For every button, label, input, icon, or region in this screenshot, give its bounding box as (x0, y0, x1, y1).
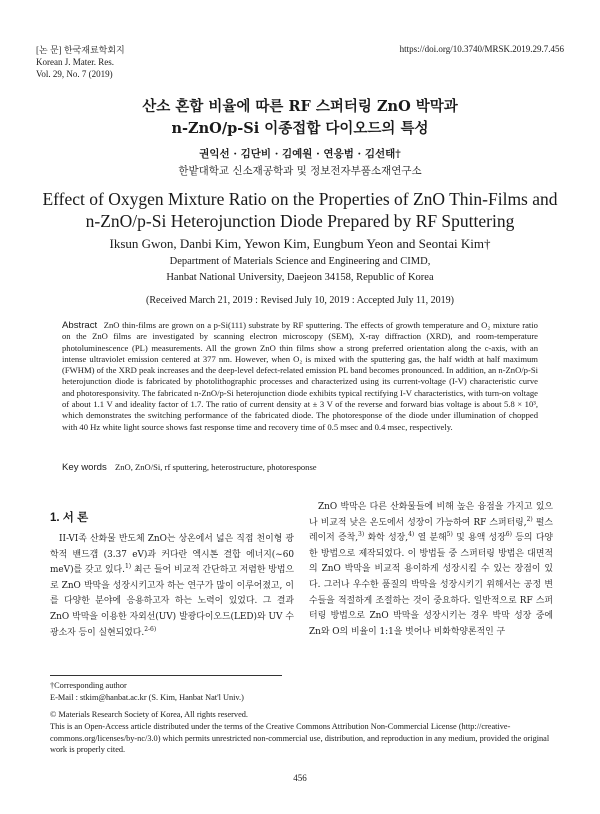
keywords (62, 462, 538, 473)
reference-marker: 5) (446, 531, 453, 539)
journal-name-kr: [논 문] 한국재료학회지 (36, 45, 125, 55)
body-text: 및 용액 성장 (452, 533, 506, 544)
english-authors: Iksun Gwon, Danbi Kim, Yewon Kim, Eungbum Yeon and Seontai Kim† (109, 236, 491, 251)
body-column-left (50, 532, 294, 641)
footnote-license: This is an Open-Access article distributed under the terms of the Creative Commons Attribution Non-Commercial License (http://creative-commons.org/licenses/by-nc/3.0) which permits unrestricted non-commercial use, distribution, and reproduction in any medium, provided the original work is properly cited. (50, 722, 550, 754)
reference-marker: 2) (526, 515, 533, 523)
body-text: 최근 들어 비교적 간단하고 저렴한 방법으로 ZnO 박막을 성장시키고자 하는 연구가 많이 이루어졌고, 이를 다양한 분야에 응용하고자 하는 노력이 있었다. 그 결과 ZnO 박막을 이용한 자외선(UV) 발광다이오드(LED)와 UV 수광소자 등이 실현되었다. (50, 565, 295, 638)
body-text: 열 분해 (414, 533, 447, 544)
keywords-text: ZnO, ZnO/Si, rf sputtering, heterostructure, photoresponse (114, 462, 317, 472)
reference-marker: 6) (505, 531, 512, 539)
reference-marker: 1) (124, 563, 132, 571)
body-text: ZnO 박막은 다른 산화물들에 비해 높은 융점을 가지고 있으나 비교적 낮은 온도에서 성장이 가능하여 RF 스퍼터링, (309, 502, 553, 528)
body-text: 펄스 레이저 증착, (309, 517, 554, 544)
footnote-email: E-Mail : stkim@hanbat.ac.kr (S. Kim, Hanbat Nat'l Univ.) (50, 693, 244, 702)
received-dates: (Received March 21, 2019 : Revised July 10, 2019 : Accepted July 11, 2019) (146, 295, 454, 306)
journal-name-en: Korean J. Mater. Res. (36, 57, 114, 67)
korean-authors: 권익선 · 김단비 · 김예원 · 연응범 · 김선태† (199, 148, 401, 160)
body-text: 등의 다양한 방법으로 제작되었다. 이 방법들 중 스퍼터링 방법은 대면적의 ZnO 박막을 비교적 용이하게 성장시킬 수 있는 장점이 있다. 그러나 우수한 품질의 박막을 성장시키기 위해서는 공정 변수들을 적절하게 조절하는 것이 중요하다. 일반적으로 RF 스퍼터링 방법으로 ZnO 박막을 성장시키는 경우 박막 성장 중에 Zn와 O의 비율이 1:1을 벗어나 비화학양론적인 구 (309, 533, 553, 637)
english-affiliation-line-2: Hanbat National University, Daejeon 34158, Republic of Korea (166, 272, 434, 283)
body-text: 화학 성장, (364, 533, 409, 544)
section-heading-introduction: 1. 서 론 (50, 512, 89, 524)
footnote-corresponding: †Corresponding author (50, 681, 127, 690)
english-title-line-2: n-ZnO/p-Si Heterojunction Diode Prepared by RF Sputtering (85, 211, 515, 231)
abstract-label: Abstract (62, 320, 98, 331)
reference-marker: 4) (408, 531, 415, 539)
english-title-line-1: Effect of Oxygen Mixture Ratio on the Properties of ZnO Thin-Films and (42, 189, 558, 209)
korean-title-line-2: n-ZnO/p-Si 이종접합 다이오드의 특성 (171, 120, 429, 137)
korean-affiliation: 한밭대학교 신소재공학과 및 정보전자부품소재연구소 (178, 165, 422, 177)
abstract (62, 320, 538, 433)
body-text: II-VI족 산화물 반도체 ZnO는 상온에서 넓은 직접 천이형 광학적 밴드갭 (3.37 eV)과 커다란 엑시톤 결합 에너지(~60 meV)를 갖고 있다. (50, 534, 294, 576)
body-column-right (309, 500, 553, 640)
reference-marker: 3) (358, 531, 365, 539)
doi-link[interactable]: https://doi.org/10.3740/MRSK.2019.29.7.456 (399, 44, 564, 54)
footnote-copyright: © Materials Research Society of Korea, All rights reserved. (50, 710, 248, 719)
keywords-label: Key words (62, 462, 107, 473)
footnote-divider (50, 675, 282, 676)
korean-title-line-1: 산소 혼합 비율에 따른 RF 스퍼터링 ZnO 박막과 (142, 98, 458, 115)
journal-volume: Vol. 29, No. 7 (2019) (36, 69, 113, 79)
english-affiliation-line-1: Department of Materials Science and Engineering and CIMD, (169, 256, 431, 267)
reference-marker: 2-6) (144, 625, 157, 633)
page-number: 456 (293, 773, 307, 783)
journal-header (36, 44, 125, 80)
abstract-text: ZnO thin-films are grown on a p-Si(111) substrate by RF sputtering. The effects of growth temperature and O₂ mixture ratio on the ZnO films are investigated by scanning electron microscopy (SEM), X-ray diffraction (XRD), and room-temperature photoluminescence (PL) measurements. All the grown ZnO thin films show a strong preferred orientation along the c-axis, with an intense ultraviolet emission centered at 377 nm. However, when O₂ is mixed with the sputtering gas, the half width at half maximum (FWHM) of the XRD peak increases and the deep-level defect-related emission PL band becomes pronounced. In addition, an n-ZnO/p-Si heterojunction diode is fabricated by photolithographic processes and characterized using its current-voltage (I-V) characteristic curve and photoresponsivity. The fabricated n-ZnO/p-Si heterojunction diode exhibits typical rectifying I-V characteristics, with turn-on voltage of about 1.1 V and ideality factor of 1.7. The ratio of current density at ± 3 V of the reverse and forward bias voltage is about 5.8 × 10³, which demonstrates the switching performance of the fabricated diode. The photoresponse of the diode under illumination of chopped with 40 Hz white light source shows fast response time and recovery time of 0.5 msec and 0.4 msec, respectively. (62, 320, 538, 432)
